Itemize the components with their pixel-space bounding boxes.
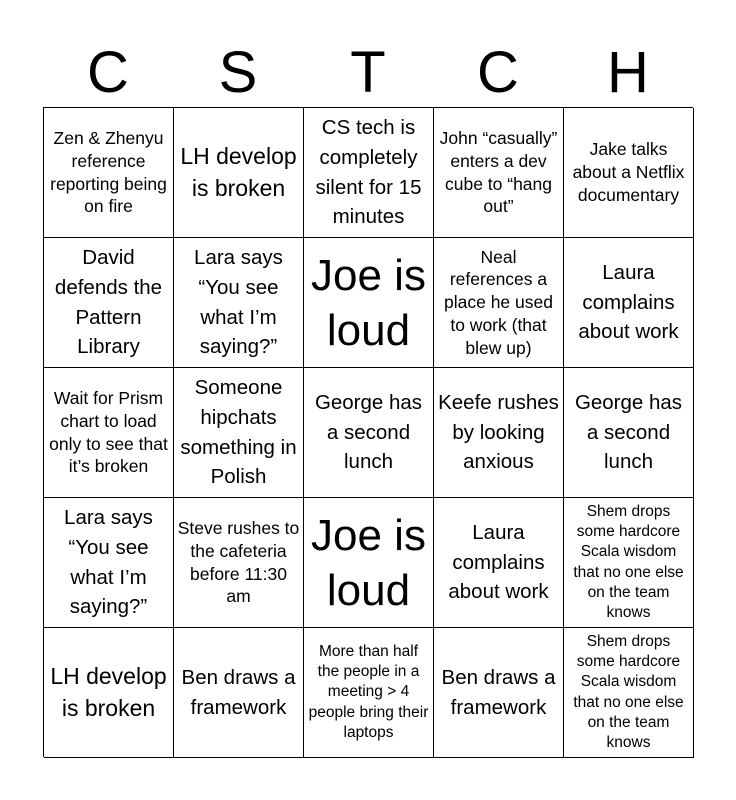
cell-text: Wait for Prism chart to load only to see that it’s broken: [49, 388, 168, 477]
cell-text: Neal references a place he used to work (that blew up): [444, 246, 553, 358]
bingo-board: [43, 107, 693, 757]
bingo-cell-r2c5[interactable]: [564, 238, 694, 368]
cell-text: Joe is loud: [311, 250, 426, 355]
bingo-cell-r5c3[interactable]: [304, 628, 434, 758]
cell-text: Ben draws a framework: [441, 665, 556, 719]
bingo-cell-r1c2[interactable]: [174, 108, 304, 238]
bingo-cell-r3c1[interactable]: [44, 368, 174, 498]
bingo-cell-r3c5[interactable]: [564, 368, 694, 498]
bingo-cell-r1c1[interactable]: [44, 108, 174, 238]
cell-text: David defends the Pattern Library: [54, 246, 163, 359]
bingo-cell-r2c1[interactable]: [44, 238, 174, 368]
cell-text: Lara says “You see what I’m saying?”: [64, 506, 153, 619]
header-letter-5: H: [607, 40, 649, 105]
bingo-cell-r4c1[interactable]: [44, 498, 174, 628]
cell-text: LH develop is broken: [180, 143, 297, 201]
bingo-cell-r2c2[interactable]: [174, 238, 304, 368]
bingo-cell-r5c5[interactable]: [564, 628, 694, 758]
bingo-cell-r5c1[interactable]: [44, 628, 174, 758]
bingo-cell-r3c2[interactable]: [174, 368, 304, 498]
cell-text: Shem drops some hardcore Scala wisdom that no one else on the team knows: [573, 503, 684, 621]
cell-text: George has a second lunch: [314, 390, 423, 474]
header-letter-1: C: [87, 40, 129, 105]
bingo-cell-r1c3[interactable]: [304, 108, 434, 238]
bingo-cell-r4c2[interactable]: [174, 498, 304, 628]
bingo-cell-r4c4[interactable]: [434, 498, 564, 628]
cell-text: Jake talks about a Netflix documentary: [572, 139, 685, 205]
cell-text: Shem drops some hardcore Scala wisdom that no one else on the team knows: [573, 633, 684, 751]
cell-text: LH develop is broken: [50, 663, 167, 721]
cell-text: Laura complains about work: [448, 520, 549, 604]
cell-text: Keefe rushes by looking anxious: [438, 390, 559, 474]
bingo-cell-r3c4[interactable]: [434, 368, 564, 498]
cell-text: Ben draws a framework: [181, 665, 296, 719]
cell-text: Someone hipchats something in Polish: [180, 376, 297, 489]
bingo-cell-r1c5[interactable]: [564, 108, 694, 238]
cell-text: Joe is loud: [311, 510, 426, 615]
cell-text: John “casually” enters a dev cube to “hang out”: [439, 128, 558, 217]
cell-text: Steve rushes to the cafeteria before 11:30 am: [177, 518, 300, 607]
bingo-cell-r5c2[interactable]: [174, 628, 304, 758]
cell-text: Zen & Zhenyu reference reporting being on fire: [50, 128, 167, 217]
cell-text: CS tech is completely silent for 15 minutes: [315, 116, 422, 229]
cell-text: Laura complains about work: [578, 260, 679, 344]
cell-text: More than half the people in a meeting > 4 people bring their laptops: [308, 643, 429, 741]
bingo-cell-r2c3[interactable]: [304, 238, 434, 368]
bingo-cell-r1c4[interactable]: [434, 108, 564, 238]
bingo-cell-r2c4[interactable]: [434, 238, 564, 368]
cell-text: George has a second lunch: [574, 390, 683, 474]
bingo-header: [43, 40, 693, 106]
header-letter-4: C: [477, 40, 519, 105]
header-letter-3: T: [350, 40, 386, 105]
cell-text: Lara says “You see what I’m saying?”: [194, 246, 283, 359]
bingo-cell-r3c3[interactable]: [304, 368, 434, 498]
bingo-cell-r5c4[interactable]: [434, 628, 564, 758]
bingo-cell-r4c3[interactable]: [304, 498, 434, 628]
bingo-cell-r4c5[interactable]: [564, 498, 694, 628]
header-letter-2: S: [218, 40, 258, 105]
